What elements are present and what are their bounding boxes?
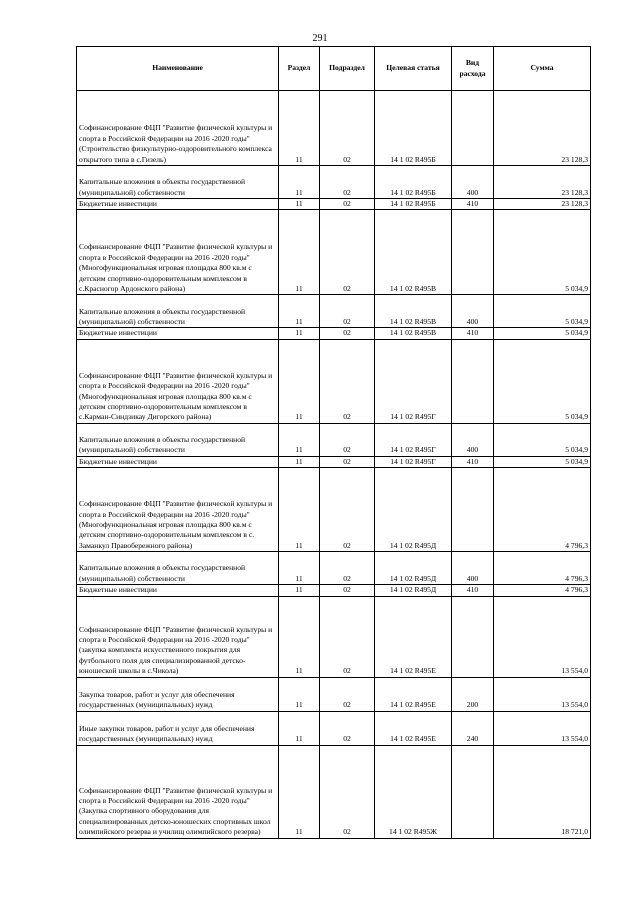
cell-razdel: 11 bbox=[279, 596, 320, 677]
col-header-podrazdel: Подраздел bbox=[320, 47, 375, 91]
cell-summa: 5 034,9 bbox=[494, 456, 591, 467]
cell-statya: 14 1 02 R495Е bbox=[375, 711, 452, 745]
cell-name: Бюджетные инвестиции bbox=[77, 456, 279, 467]
cell-name: Капитальные вложения в объекты государственной (муниципальной) собственности bbox=[77, 552, 279, 585]
cell-statya: 14 1 02 R495Г bbox=[375, 456, 452, 467]
cell-summa: 13 554,0 bbox=[494, 677, 591, 711]
cell-name: Софинансирование ФЦП "Развитие физической культуры и спорта в Российской Федерации на 2016 -2020 годы" (закупка комплекта искусственного покрытия для футбольного поля для специализированной детско-юношеской школы в с.Чикола) bbox=[77, 596, 279, 677]
cell-summa: 4 796,3 bbox=[494, 552, 591, 585]
cell-razdel: 11 bbox=[279, 677, 320, 711]
cell-podrazdel: 02 bbox=[320, 585, 375, 596]
cell-summa: 18 721,0 bbox=[494, 745, 591, 838]
cell-podrazdel: 02 bbox=[320, 166, 375, 199]
cell-name: Софинансирование ФЦП "Развитие физической культуры и спорта в Российской Федерации на 2016 -2020 годы" (Строительство физкультурно-оздоровительного комплекса открытого типа в с.Гизель) bbox=[77, 91, 279, 166]
cell-vid: 200 bbox=[452, 677, 494, 711]
cell-razdel: 11 bbox=[279, 339, 320, 423]
cell-summa: 13 554,0 bbox=[494, 596, 591, 677]
cell-summa: 5 034,9 bbox=[494, 328, 591, 339]
cell-podrazdel: 02 bbox=[320, 328, 375, 339]
table-row bbox=[77, 328, 591, 339]
cell-podrazdel: 02 bbox=[320, 339, 375, 423]
cell-razdel: 11 bbox=[279, 210, 320, 295]
cell-summa: 5 034,9 bbox=[494, 210, 591, 295]
cell-razdel: 11 bbox=[279, 552, 320, 585]
cell-razdel: 11 bbox=[279, 199, 320, 210]
header-row bbox=[77, 47, 591, 91]
cell-summa: 13 554,0 bbox=[494, 711, 591, 745]
cell-summa: 23 128,3 bbox=[494, 91, 591, 166]
cell-vid: 410 bbox=[452, 585, 494, 596]
table-row bbox=[77, 423, 591, 456]
table-row bbox=[77, 339, 591, 423]
cell-summa: 4 796,3 bbox=[494, 585, 591, 596]
cell-statya: 14 1 02 R495Б bbox=[375, 91, 452, 166]
cell-summa: 5 034,9 bbox=[494, 423, 591, 456]
cell-statya: 14 1 02 R495В bbox=[375, 328, 452, 339]
cell-name: Закупка товаров, работ и услуг для обеспечения государственных (муниципальных) нужд bbox=[77, 677, 279, 711]
cell-podrazdel: 02 bbox=[320, 91, 375, 166]
cell-statya: 14 1 02 R495Е bbox=[375, 677, 452, 711]
cell-name: Иные закупки товаров, работ и услуг для обеспечения государственных (муниципальных) нужд bbox=[77, 711, 279, 745]
table-row bbox=[77, 468, 591, 552]
cell-podrazdel: 02 bbox=[320, 295, 375, 328]
cell-podrazdel: 02 bbox=[320, 199, 375, 210]
cell-name: Бюджетные инвестиции bbox=[77, 585, 279, 596]
table-row bbox=[77, 456, 591, 467]
cell-name: Бюджетные инвестиции bbox=[77, 328, 279, 339]
cell-razdel: 11 bbox=[279, 745, 320, 838]
cell-name: Софинансирование ФЦП "Развитие физической культуры и спорта в Российской Федерации на 2016 -2020 годы" (Многофункциональная игровая площадка 800 кв.м с детским спортивно-оздоровительным комплексом в с.Карман-Синдзикау Дигорского района) bbox=[77, 339, 279, 423]
cell-razdel: 11 bbox=[279, 328, 320, 339]
cell-summa: 5 034,9 bbox=[494, 339, 591, 423]
table-row bbox=[77, 199, 591, 210]
cell-podrazdel: 02 bbox=[320, 468, 375, 552]
cell-vid: 400 bbox=[452, 295, 494, 328]
cell-vid: 410 bbox=[452, 456, 494, 467]
cell-statya: 14 1 02 R495Б bbox=[375, 199, 452, 210]
cell-razdel: 11 bbox=[279, 711, 320, 745]
cell-razdel: 11 bbox=[279, 423, 320, 456]
cell-vid bbox=[452, 596, 494, 677]
cell-podrazdel: 02 bbox=[320, 552, 375, 585]
cell-vid bbox=[452, 339, 494, 423]
cell-name: Софинансирование ФЦП "Развитие физической культуры и спорта в Российской Федерации на 2016 -2020 годы" (Закупка спортивного оборудования для специализированных детско-юношеских спортивных школ олимпийского резерва и училищ олимпийского резерва) bbox=[77, 745, 279, 838]
cell-podrazdel: 02 bbox=[320, 456, 375, 467]
cell-vid bbox=[452, 468, 494, 552]
cell-vid bbox=[452, 745, 494, 838]
table-row bbox=[77, 711, 591, 745]
cell-statya: 14 1 02 R495Г bbox=[375, 423, 452, 456]
cell-vid: 240 bbox=[452, 711, 494, 745]
cell-podrazdel: 02 bbox=[320, 711, 375, 745]
table-row bbox=[77, 677, 591, 711]
table-row bbox=[77, 295, 591, 328]
col-header-statya: Целевая статья bbox=[375, 47, 452, 91]
cell-razdel: 11 bbox=[279, 295, 320, 328]
cell-podrazdel: 02 bbox=[320, 596, 375, 677]
table-row bbox=[77, 745, 591, 838]
cell-razdel: 11 bbox=[279, 91, 320, 166]
cell-statya: 14 1 02 R495В bbox=[375, 210, 452, 295]
cell-name: Софинансирование ФЦП "Развитие физической культуры и спорта в Российской Федерации на 2016 -2020 годы" (Многофункциональная игровая площадка 800 кв.м с детским спортивно-оздоровительным комплексом в с.Красногор Ардонского района) bbox=[77, 210, 279, 295]
cell-podrazdel: 02 bbox=[320, 745, 375, 838]
cell-vid: 410 bbox=[452, 199, 494, 210]
table-row bbox=[77, 596, 591, 677]
cell-vid: 410 bbox=[452, 328, 494, 339]
cell-statya: 14 1 02 R495Д bbox=[375, 585, 452, 596]
cell-name: Капитальные вложения в объекты государственной (муниципальной) собственности bbox=[77, 166, 279, 199]
cell-summa: 4 796,3 bbox=[494, 468, 591, 552]
cell-vid: 400 bbox=[452, 166, 494, 199]
budget-table bbox=[76, 46, 591, 839]
cell-statya: 14 1 02 R495Д bbox=[375, 468, 452, 552]
cell-razdel: 11 bbox=[279, 585, 320, 596]
cell-summa: 23 128,3 bbox=[494, 199, 591, 210]
cell-statya: 14 1 02 R495Г bbox=[375, 339, 452, 423]
cell-name: Софинансирование ФЦП "Развитие физической культуры и спорта в Российской Федерации на 2016 -2020 годы" (Многофункциональная игровая площадка 800 кв.м с детским спортивно-оздоровительным комплексом в с. Заманкул Правобережного района) bbox=[77, 468, 279, 552]
cell-name: Бюджетные инвестиции bbox=[77, 199, 279, 210]
cell-statya: 14 1 02 R495Ж bbox=[375, 745, 452, 838]
table-row bbox=[77, 91, 591, 166]
cell-statya: 14 1 02 R495Б bbox=[375, 166, 452, 199]
cell-vid bbox=[452, 210, 494, 295]
cell-razdel: 11 bbox=[279, 468, 320, 552]
cell-vid: 400 bbox=[452, 552, 494, 585]
cell-name: Капитальные вложения в объекты государственной (муниципальной) собственности bbox=[77, 295, 279, 328]
col-header-name: Наименование bbox=[77, 47, 279, 91]
cell-podrazdel: 02 bbox=[320, 423, 375, 456]
cell-summa: 23 128,3 bbox=[494, 166, 591, 199]
table-row bbox=[77, 585, 591, 596]
cell-razdel: 11 bbox=[279, 456, 320, 467]
table-row bbox=[77, 166, 591, 199]
col-header-summa: Сумма bbox=[494, 47, 591, 91]
cell-summa: 5 034,9 bbox=[494, 295, 591, 328]
cell-vid bbox=[452, 91, 494, 166]
cell-statya: 14 1 02 R495Е bbox=[375, 596, 452, 677]
cell-name: Капитальные вложения в объекты государственной (муниципальной) собственности bbox=[77, 423, 279, 456]
cell-statya: 14 1 02 R495В bbox=[375, 295, 452, 328]
cell-razdel: 11 bbox=[279, 166, 320, 199]
cell-statya: 14 1 02 R495Д bbox=[375, 552, 452, 585]
cell-podrazdel: 02 bbox=[320, 677, 375, 711]
cell-podrazdel: 02 bbox=[320, 210, 375, 295]
table-row bbox=[77, 552, 591, 585]
col-header-razdel: Раздел bbox=[279, 47, 320, 91]
col-header-vid: Вид расхода bbox=[452, 47, 494, 91]
table-row bbox=[77, 210, 591, 295]
cell-vid: 400 bbox=[452, 423, 494, 456]
page-number: 291 bbox=[312, 33, 328, 44]
